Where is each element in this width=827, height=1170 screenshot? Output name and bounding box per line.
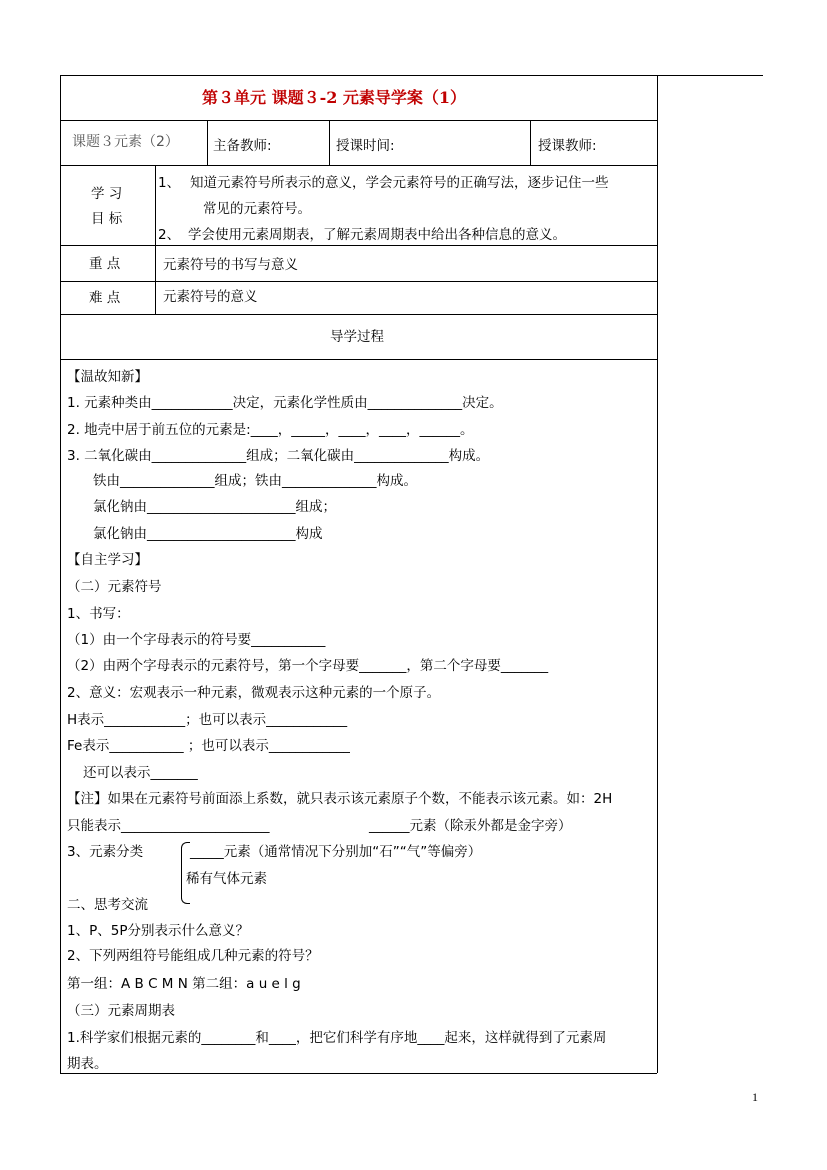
question-line: 第一组：A B C M N 第二组：a u e l g [67, 976, 301, 992]
table-bottom [60, 1073, 657, 1074]
question-line: 氯化钠由______________________组成； [93, 499, 336, 515]
note-line: 【注】如果在元素符号前面添上系数，就只表示该元素原子个数，不能表示该元素。如：2H [67, 791, 613, 807]
question-line: 期表。 [67, 1056, 108, 1072]
row-line [60, 165, 657, 166]
question-line: （2）由两个字母表示的元素符号，第一个字母要_______，第二个字母要_______ [67, 658, 549, 674]
col-line [530, 120, 531, 165]
page-number: 1 [752, 1090, 758, 1104]
table-right-border [657, 75, 658, 1073]
objectives-label: 学 习 [91, 186, 123, 202]
row-line [60, 314, 657, 315]
question-line: 2、下列两组符号能组成几种元素的符号？ [67, 948, 319, 964]
section-heading: 【温故知新】 [67, 369, 148, 385]
question-line: 2、意义：宏观表示一种元素，微观表示这种元素的一个原子。 [67, 685, 441, 701]
table-left-border [60, 75, 61, 1073]
question-line: 铁由______________组成；铁由______________构成。 [93, 473, 417, 489]
teacher-label: 授课教师: [538, 138, 597, 154]
subsection-heading: （三）元素周期表 [67, 1003, 175, 1019]
difficulty-label: 难 点 [89, 290, 121, 306]
question-line: 1. 元素种类由____________决定，元素化学性质由______________决定。 [67, 395, 503, 411]
row-line [60, 359, 657, 360]
question-line: 2. 地壳中居于前五位的元素是:____，_____，____，____，______。 [67, 422, 474, 438]
class-time-label: 授课时间: [336, 138, 395, 154]
objective-number: 2、 [158, 227, 181, 243]
question-line: 1.科学家们根据元素的________和____，把它们科学有序地____起来，这样就得到了元素周 [67, 1030, 607, 1046]
subsection-heading: （二）元素符号 [67, 579, 162, 595]
question-line: 氯化钠由______________________构成 [93, 526, 323, 542]
difficulty-text: 元素符号的意义 [163, 289, 258, 305]
question-line: 1、书写： [67, 606, 130, 622]
lead-teacher-label: 主备教师: [213, 138, 272, 154]
section-heading: 二、思考交流 [67, 897, 148, 913]
objective-text: 常见的元素符号。 [203, 201, 311, 217]
row-line [60, 120, 657, 121]
objective-number: 1、 [158, 175, 181, 191]
document-title: 第３单元 课题３-2 元素导学案（1） [202, 88, 467, 107]
question-line: 稀有气体元素 [186, 871, 267, 887]
question-line: 3. 二氧化碳由______________组成；二氧化碳由______________构成。 [67, 448, 490, 464]
question-line: （1）由一个字母表示的符号要___________ [67, 632, 326, 648]
col-line [329, 120, 330, 165]
question-line: 还可以表示_______ [83, 765, 198, 781]
question-line: 只能表示______________________ [67, 818, 270, 834]
objective-text: 知道元素符号所表示的意义，学会元素符号的正确写法，逐步记住一些 [190, 175, 609, 191]
process-title: 导学过程 [330, 329, 384, 345]
question-line: 1、P、5P分别表示什么意义？ [67, 923, 249, 939]
question-line: _____元素（通常情况下分别加“石”“气”等偏旁） [190, 844, 482, 860]
question-line: ______元素（除汞外都是金字旁） [369, 818, 572, 834]
objective-text: 学会使用元素周期表，了解元素周期表中给出各种信息的意义。 [188, 227, 566, 243]
course-label: 课题３元素（2） [72, 134, 179, 150]
section-heading: 【自主学习】 [67, 552, 148, 568]
question-line: H表示____________；也可以表示____________ [67, 712, 348, 728]
col-line [207, 120, 208, 165]
row-line [60, 245, 657, 246]
key-point-label: 重 点 [89, 256, 121, 272]
objectives-label: 目 标 [91, 211, 123, 227]
question-line: Fe表示___________ ；也可以表示____________ [67, 738, 350, 754]
key-point-text: 元素符号的书写与意义 [163, 257, 298, 273]
col-line [155, 165, 156, 314]
row-line [60, 281, 657, 282]
question-line: 3、元素分类 [67, 844, 144, 860]
